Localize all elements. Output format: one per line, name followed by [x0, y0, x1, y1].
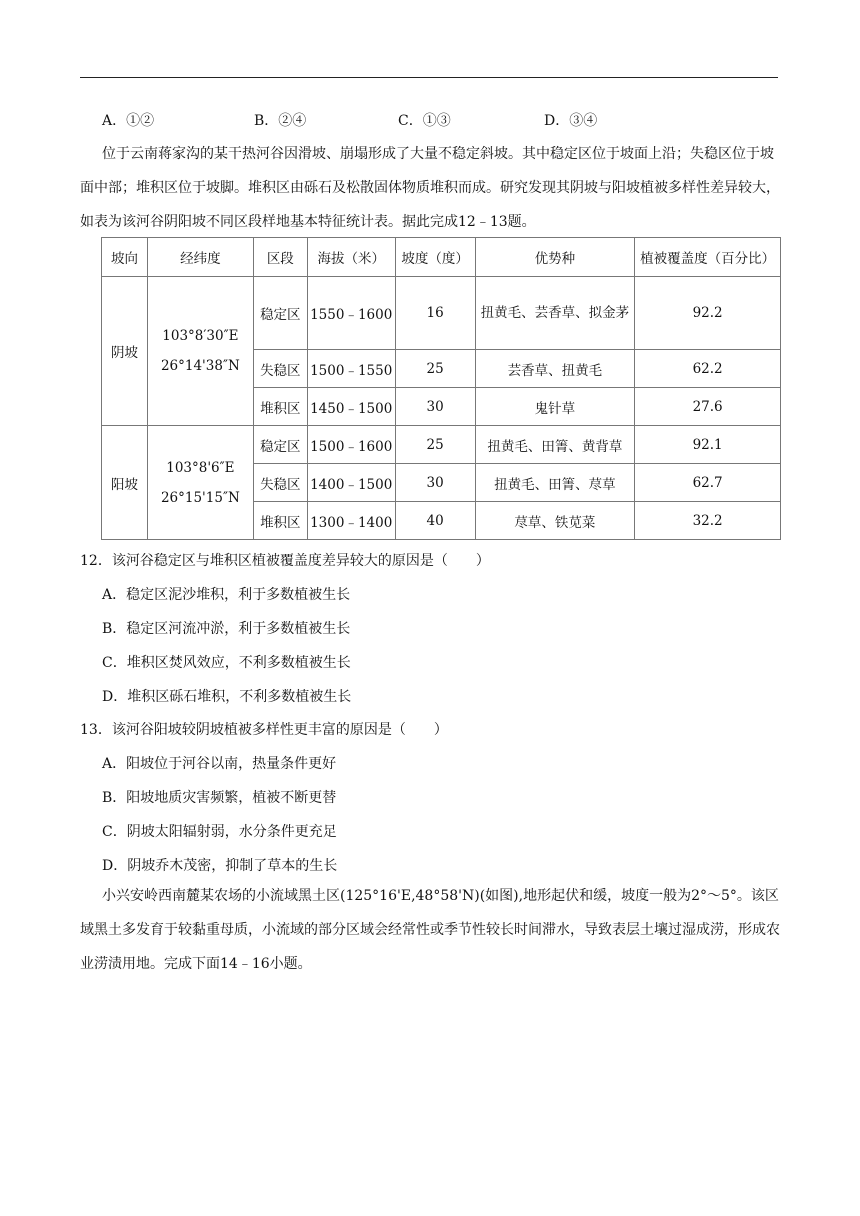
- header-zone: 区段: [253, 238, 307, 277]
- altitude-cell: 1550﹣1600: [307, 277, 395, 350]
- option-a[interactable]: A．①②: [102, 113, 155, 129]
- latitude: 26°15'15″N: [160, 489, 240, 506]
- header-altitude: 海拔（米）: [307, 238, 395, 277]
- zone-cell: 稳定区: [253, 277, 307, 350]
- question-12-choice-c[interactable]: C．堆积区焚风效应，不利多数植被生长: [102, 655, 351, 671]
- altitude-cell: 1450﹣1500: [307, 388, 395, 426]
- gradient-cell: 25: [395, 426, 475, 464]
- zone-cell: 失稳区: [253, 350, 307, 388]
- previous-question-options: [102, 110, 702, 130]
- slope-cell: 阴坡: [102, 277, 148, 426]
- latitude: 26°14'38″N: [160, 358, 240, 374]
- question-12-stem: 12．该河谷稳定区与堆积区植被覆盖度差异较大的原因是（ ）: [80, 553, 490, 569]
- species-cell: 鬼针草: [475, 388, 635, 426]
- gradient-cell: 40: [395, 502, 475, 540]
- header-cover: 植被覆盖度（百分比）: [635, 238, 781, 277]
- question-13-choice-d[interactable]: D．阴坡乔木茂密，抑制了草本的生长: [102, 858, 338, 874]
- zone-cell: 稳定区: [253, 426, 307, 464]
- species-cell: 扭黄毛、田箐、荩草: [475, 464, 635, 502]
- sample-site-table: [101, 237, 781, 540]
- longitude: 103°8′30″E: [162, 328, 239, 344]
- question-12-choice-b[interactable]: B．稳定区河流冲淤，利于多数植被生长: [102, 621, 351, 637]
- intro-paragraph-12-13: 位于云南蒋家沟的某干热河谷因滑坡、崩塌形成了大量不稳定斜坡。其中稳定区位于坡面上沿；失稳区位于坡面中部；堆积区位于坡脚。堆积区由砾石及松散固体物质堆积而成。研究发现其阴坡与阳坡植被多样性差异较大，如表为该河谷阴阳坡不同区段样地基本特征统计表。据此完成12﹣13题。: [80, 146, 780, 230]
- cover-cell: 27.6: [635, 388, 781, 426]
- question-12-choice-d[interactable]: D．堆积区砾石堆积，不利多数植被生长: [102, 689, 352, 705]
- option-d[interactable]: D．③④: [544, 113, 598, 129]
- question-13-choice-a[interactable]: A．阳坡位于河谷以南，热量条件更好: [102, 756, 337, 772]
- gradient-cell: 30: [395, 388, 475, 426]
- cover-cell: 32.2: [635, 502, 781, 540]
- header-coord: 经纬度: [147, 238, 253, 277]
- altitude-cell: 1300﹣1400: [307, 502, 395, 540]
- table-row: [102, 426, 781, 464]
- altitude-cell: 1500﹣1600: [307, 426, 395, 464]
- species-cell: 芸香草、扭黄毛: [475, 350, 635, 388]
- longitude: 103°8'6″E: [166, 459, 235, 476]
- zone-cell: 堆积区: [253, 388, 307, 426]
- intro-paragraph-14-16: 小兴安岭西南麓某农场的小流域黑土区(125°16'E,48°58'N)(如图),地形起伏和缓，坡度一般为2°～5°。该区域黑土多发育于较黏重母质，小流域的部分区域会经常性或季节性较长时间滞水，导致表层土壤过湿成涝，形成农业涝渍用地。完成下面14﹣16小题。: [80, 888, 780, 972]
- cover-cell: 62.7: [635, 464, 781, 502]
- altitude-cell: 1400﹣1500: [307, 464, 395, 502]
- question-13-choice-c[interactable]: C．阴坡太阳辐射弱，水分条件更充足: [102, 824, 337, 840]
- species-cell: 扭黄毛、芸香草、拟金茅: [475, 277, 635, 350]
- header-slope: 坡向: [102, 238, 148, 277]
- zone-cell: 堆积区: [253, 502, 307, 540]
- altitude-cell: 1500﹣1550: [307, 350, 395, 388]
- coord-cell: [147, 426, 253, 540]
- option-b[interactable]: B．②④: [254, 113, 307, 129]
- cover-cell: 92.1: [635, 426, 781, 464]
- species-cell: 扭黄毛、田箐、黄背草: [475, 426, 635, 464]
- coord-cell: [147, 277, 253, 426]
- species-cell: 荩草、铁苋菜: [475, 502, 635, 540]
- table-header-row: [102, 238, 781, 277]
- gradient-cell: 25: [395, 350, 475, 388]
- cover-cell: 62.2: [635, 350, 781, 388]
- question-13-stem: 13．该河谷阳坡较阴坡植被多样性更丰富的原因是（ ）: [80, 722, 448, 738]
- header-species: 优势种: [475, 238, 635, 277]
- zone-cell: 失稳区: [253, 464, 307, 502]
- question-13-choice-b[interactable]: B．阳坡地质灾害频繁，植被不断更替: [102, 790, 337, 806]
- header-rule: [80, 77, 778, 78]
- cover-cell: 92.2: [635, 277, 781, 350]
- header-gradient: 坡度（度）: [395, 238, 475, 277]
- gradient-cell: 16: [395, 277, 475, 350]
- question-12-choice-a[interactable]: A．稳定区泥沙堆积，利于多数植被生长: [102, 587, 351, 603]
- gradient-cell: 30: [395, 464, 475, 502]
- option-c[interactable]: C．①③: [398, 113, 451, 129]
- table-row: [102, 277, 781, 350]
- slope-cell: 阳坡: [102, 426, 148, 540]
